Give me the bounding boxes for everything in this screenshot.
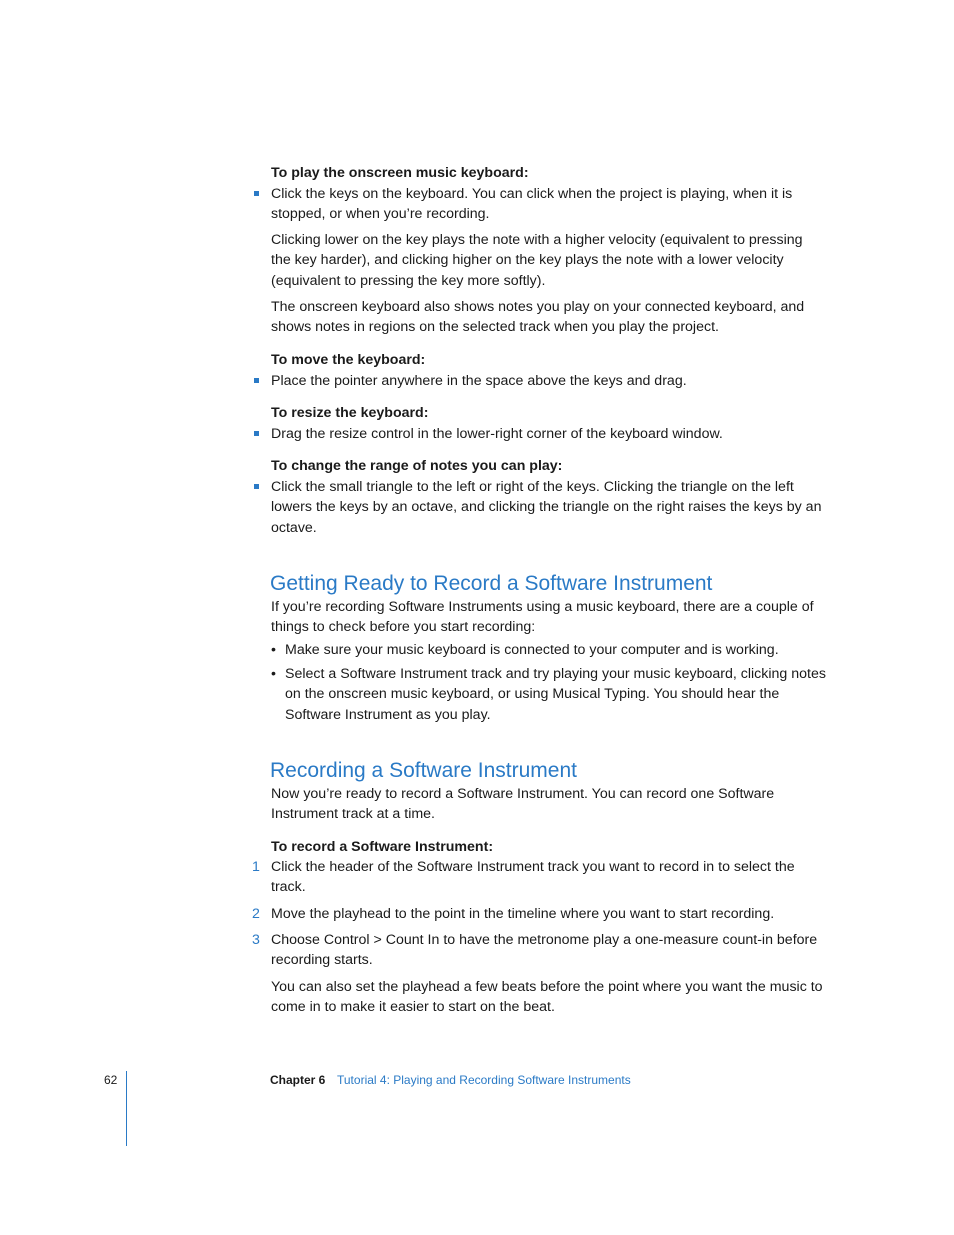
bullet-keyboard-connected: Make sure your music keyboard is connected to your computer and is working. bbox=[285, 642, 779, 658]
footer-chapter-title: Tutorial 4: Playing and Recording Software Instruments bbox=[337, 1073, 631, 1087]
square-bullet-icon bbox=[254, 191, 259, 196]
step-click-header: Click the header of the Software Instrument track you want to record in to select the track. bbox=[271, 859, 795, 896]
footer-chapter: Chapter 6 bbox=[270, 1073, 326, 1087]
procedure-heading-change-range: To change the range of notes you can play: bbox=[271, 458, 563, 474]
step-count-in: Choose Control > Count In to have the metronome play a one-measure count-in before recording starts. bbox=[271, 932, 818, 969]
step-number: 2 bbox=[252, 906, 260, 922]
procedure-heading-resize-keyboard: To resize the keyboard: bbox=[271, 405, 429, 421]
square-bullet-icon bbox=[254, 378, 259, 383]
paragraph-getting-ready-intro: If you’re recording Software Instruments using a music keyboard, there are a couple of things to check before you start recording: bbox=[271, 599, 814, 636]
bullet-place-pointer: Place the pointer anywhere in the space above the keys and drag. bbox=[271, 373, 687, 389]
step-number: 3 bbox=[252, 932, 260, 948]
footer-rule bbox=[126, 1071, 127, 1146]
procedure-heading-move-keyboard: To move the keyboard: bbox=[271, 352, 426, 368]
paragraph-recording-intro: Now you’re ready to record a Software Instrument. You can record one Software Instrument track at a time. bbox=[271, 786, 775, 823]
procedure-heading-play-keyboard: To play the onscreen music keyboard: bbox=[271, 165, 529, 181]
bullet-click-keys: Click the keys on the keyboard. You can click when the project is playing, when it is stopped, or when you’re recording. bbox=[271, 186, 793, 223]
bullet-dot-icon: • bbox=[271, 642, 276, 658]
bullet-select-track: Select a Software Instrument track and try playing your music keyboard, clicking notes on the onscreen music keyboard, or using Musical Typing. You should hear the Software Instrument as you play. bbox=[285, 666, 826, 723]
procedure-heading-record: To record a Software Instrument: bbox=[271, 839, 494, 855]
step-number: 1 bbox=[252, 859, 260, 875]
paragraph-velocity: Clicking lower on the key plays the note with a higher velocity (equivalent to pressing the key harder), and clicking higher on the key plays the note with a lower velocity (equivalent to pressing the key more softly). bbox=[271, 232, 803, 289]
bullet-dot-icon: • bbox=[271, 666, 276, 682]
section-heading-recording: Recording a Software Instrument bbox=[270, 759, 577, 782]
square-bullet-icon bbox=[254, 431, 259, 436]
page-number: 62 bbox=[104, 1073, 118, 1087]
step-move-playhead: Move the playhead to the point in the timeline where you want to start recording. bbox=[271, 906, 775, 922]
section-heading-getting-ready: Getting Ready to Record a Software Instrument bbox=[270, 572, 713, 595]
square-bullet-icon bbox=[254, 484, 259, 489]
paragraph-shows-notes: The onscreen keyboard also shows notes you play on your connected keyboard, and shows notes in regions on the selected track when you play the project. bbox=[271, 299, 805, 336]
bullet-click-triangle: Click the small triangle to the left or right of the keys. Clicking the triangle on the left lowers the keys by an octave, and clicking the triangle on the right raises the keys by an octave. bbox=[271, 479, 822, 536]
paragraph-playhead-note: You can also set the playhead a few beats before the point where you want the music to come in to make it easier to start on the beat. bbox=[271, 979, 823, 1016]
bullet-drag-resize: Drag the resize control in the lower-right corner of the keyboard window. bbox=[271, 426, 723, 442]
